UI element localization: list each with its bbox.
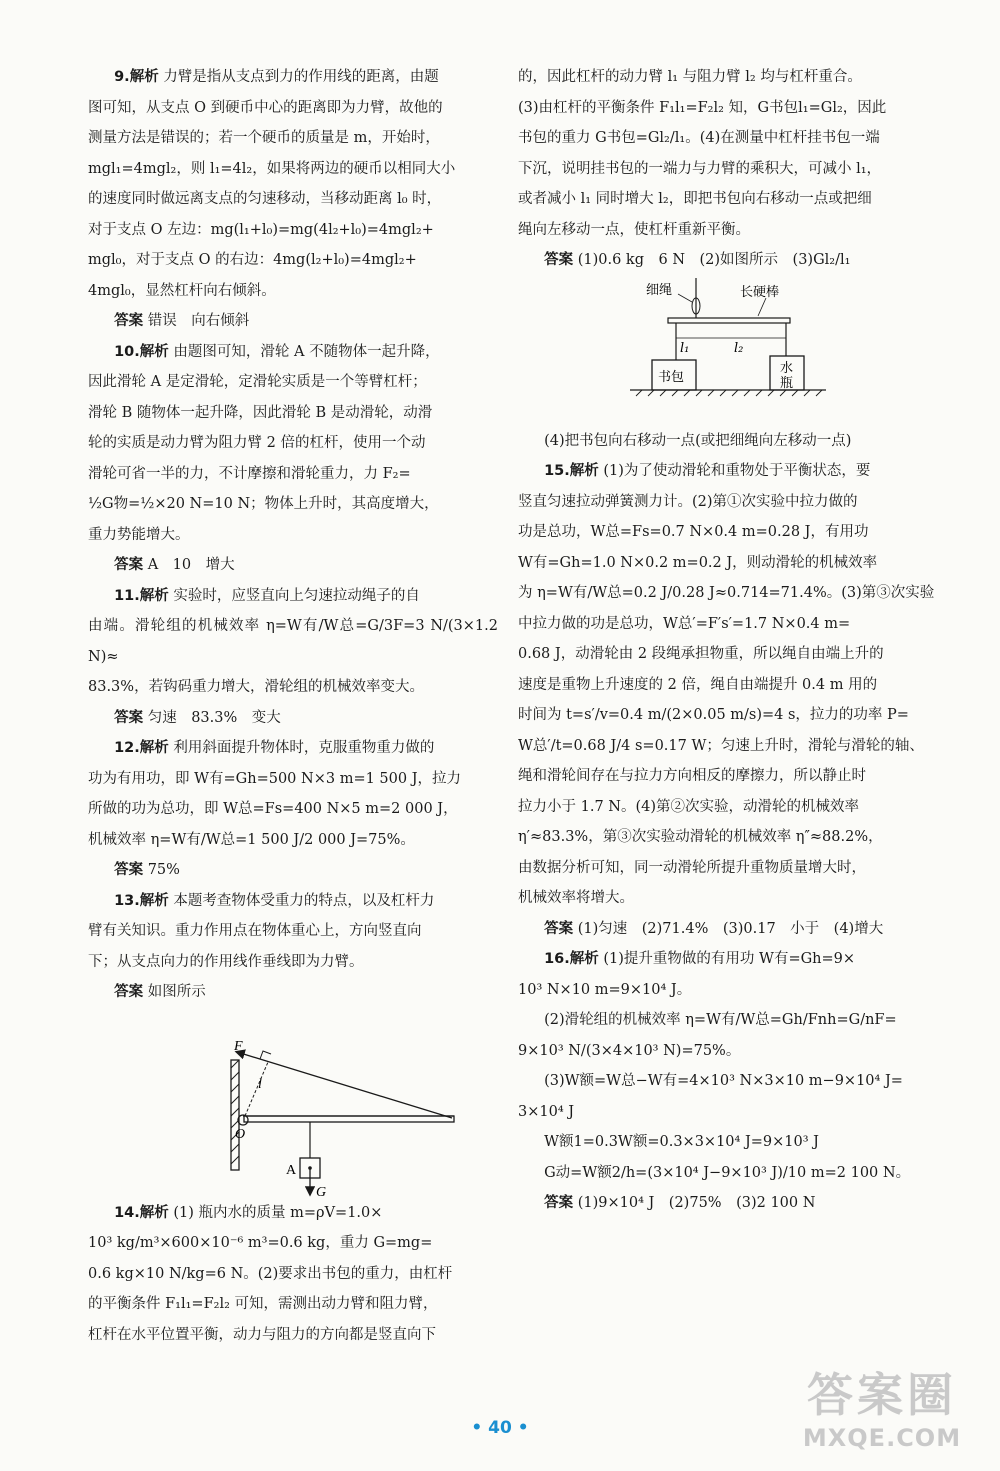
q16-line: 10³ N×10 m=9×10⁴ J。	[518, 981, 692, 998]
watermark-url: MXQE.COM	[802, 1424, 962, 1452]
label-O: O	[235, 1126, 246, 1142]
label-A: A	[286, 1162, 297, 1178]
q14-line: 绳向左移动一点，使杠杆重新平衡。	[518, 221, 750, 238]
q9-line: 测量方法是错误的；若一个硬币的质量是 m，开始时，	[88, 130, 440, 146]
q10-line: 轮的实质是动力臂为阻力臂 2 倍的杠杆，使用一个动	[88, 435, 426, 451]
q9-line: 对于支点 O 左边：mg(l₁+l₀)=mg(4l₂+l₀)=4mgl₂+	[88, 221, 434, 238]
q14-line: 的，因此杠杆的动力臂 l₁ 与阻力臂 l₂ 均与杠杆重合。	[518, 69, 862, 85]
label-l: l	[258, 1076, 262, 1092]
q13-line: 下；从支点向力的作用线作垂线即为力臂。	[88, 953, 364, 970]
label-l2: l₂	[734, 340, 744, 356]
q9-line: mgl₀，对于支点 O 的右边：4mg(l₂+l₀)=4mgl₂+	[88, 252, 417, 268]
q9-line: mgl₁=4mgl₂，则 l₁=4l₂，如果将两边的硬币以相同大小	[88, 160, 456, 177]
force-line-F	[237, 1052, 452, 1118]
q14-answer-4: (4)把书包向右移动一点(或把细绳向左移动一点)	[544, 432, 852, 449]
right-angle-mark	[260, 1051, 271, 1059]
q14-line: 0.6 kg×10 N/kg=6 N。(2)要求出书包的重力，由杠杆	[88, 1265, 453, 1282]
label-l1: l₁	[680, 340, 690, 356]
label-G: G	[316, 1184, 327, 1198]
q15-line: 为 η=W有/W总=0.2 J/0.28 J≈0.714=71.4%。(3)第③次实验	[518, 585, 935, 601]
lever-rod-diagram	[518, 276, 950, 426]
right-column	[518, 62, 950, 1219]
watermark-logo	[782, 1366, 982, 1461]
question-9	[88, 62, 498, 337]
q15-line: 中拉力做的功是总功，W总′=F′s′=1.7 N×0.4 m=	[518, 615, 851, 632]
q16-line: 3×10⁴ J	[518, 1103, 575, 1120]
q13-line: 臂有关知识。重力作用点在物体重心上，方向竖直向	[88, 923, 422, 939]
q15-line: 由数据分析可知，同一动滑轮所提升重物质量增大时，	[518, 859, 866, 876]
q10-line: 滑轮可省一半的力，不计摩擦和滑轮重力，力 F₂=	[88, 465, 411, 482]
q15-line: W总′/t=0.68 J/4 s=0.17 W；匀速上升时，滑轮与滑轮的轴、	[518, 737, 924, 754]
q15-line: 功是总功，W总=Fs=0.7 N×0.4 m=0.28 J，有用功	[518, 524, 869, 540]
q15-line: η′≈83.3%，第③次实验动滑轮的机械效率 η″≈88.2%，	[518, 829, 883, 845]
q13-answer: 答案 如图所示	[114, 984, 206, 1000]
question-15: 15.解析 (1)为了使动滑轮和重物处于平衡状态，要 竖直匀速拉动弹簧测力计。(2)第①次实验中拉力做的 功是总功，W总=Fs=0.7 N×0.4 m=0.28 J，有用功 W有=Gh=1.0 N×0.2 m=0.2 J，则动滑轮的机械效率 为 η=W有/W总=0.2 J/0.28 J≈0.714=71.4%。(3)第③次实验 中拉力做的功是总功，W总′=F′s′=1.7 N×0.4 m= 0.68 J，动滑轮由 2 段绳承担物重，所以绳自由端上升的 速度是重物上升速度的 2 倍，绳自由端提升 0.4 m 用的 时间为 t=s′/v=0.4 m/(2×0.05 m/s)=4 s，拉力的功率 P= W总′/t=0.68 J/4 s=0.17 W；匀速上升时，滑轮与滑轮的轴、 绳和滑轮间存在与拉力方向相反的摩擦力，所以静止时 拉力小于 1.7 N。(4)第②次实验，动滑轮的机械效率 η′≈83.3%，第③次实验动滑轮的机械效率 η″≈88.2%， 由数据分析可知，同一动滑轮所提升重物质量增大时， 机械效率将增大。 答案 (1)匀速 (2)71.4% (3)0.17 小于 (4)增大	[518, 456, 950, 944]
q9-line: 的速度同时做远离支点的匀速移动，当移动距离 l₀ 时，	[88, 191, 442, 207]
q9-line: 力臂是指从支点到力的作用线的距离，由题	[163, 69, 439, 85]
q14-line: 或者减小 l₁ 同时增大 l₂，即把书包向右移动一点或把细	[518, 191, 872, 207]
q10-line: 重力势能增大。	[88, 526, 190, 543]
q15-line: W有=Gh=1.0 N×0.2 m=0.2 J，则动滑轮的机械效率	[518, 554, 878, 571]
watermark-main: 答案圈	[807, 1368, 957, 1422]
label-F: F	[234, 1038, 243, 1054]
q15-answer: 答案 (1)匀速 (2)71.4% (3)0.17 小于 (4)增大	[544, 920, 884, 937]
q15-line: 拉力小于 1.7 N。(4)第②次实验，动滑轮的机械效率	[518, 798, 860, 815]
ground-hatching	[636, 390, 822, 396]
q10-line: 因此滑轮 A 是定滑轮，定滑轮实质是一个等臂杠杆；	[88, 374, 427, 390]
q15-line: 时间为 t=s′/v=0.4 m/(2×0.05 m/s)=4 s，拉力的功率 P=	[518, 707, 909, 723]
q14-line: 10³ kg/m³×600×10⁻⁶ m³=0.6 kg，重力 G=mg=	[88, 1235, 433, 1251]
q15-line: 0.68 J，动滑轮由 2 段绳承担物重，所以绳自由端上升的	[518, 646, 884, 662]
question-11: 11.解析 实验时，应竖直向上匀速拉动绳子的自 由端。滑轮组的机械效率 η=W有/W总=G/3F=3 N/(3×1.2 N)≈ 83.3%，若钩码重力增大，滑轮组的机械效率变大。 答案 匀速 83.3% 变大	[88, 581, 498, 734]
q14-line: 书包的重力 G书包=Gl₂/l₁。(4)在测量中杠杆挂书包一端	[518, 130, 880, 146]
q12-line: 所做的功为总功，即 W总=Fs=400 N×5 m=2 000 J，	[88, 801, 458, 817]
question-13: 13.解析 本题考查物体受重力的特点，以及杠杆力 臂有关知识。重力作用点在物体重心上，方向竖直向 下；从支点向力的作用线作垂线即为力臂。 答案 如图所示 F l O A G	[88, 886, 498, 1198]
q14-line: (3)由杠杆的平衡条件 F₁l₁=F₂l₂ 知，G书包l₁=Gl₂，因此	[518, 99, 887, 116]
q12-line: 功为有用功，即 W有=Gh=500 N×3 m=1 500 J，拉力	[88, 770, 462, 787]
question-14: 14.解析 (1) 瓶内水的质量 m=ρV=1.0× 10³ kg/m³×600×10⁻⁶ m³=0.6 kg，重力 G=mg= 0.6 kg×10 N/kg=6 N。(2)要求出书包的重力，由杠杆 的平衡条件 F₁l₁=F₂l₂ 可知，需测出动力臂和阻力臂， 杠杆在水平位置平衡，动力与阻力的方向都是竖直向下	[88, 1198, 498, 1351]
page-number: • 40 •	[471, 1418, 529, 1438]
q15-line: 竖直匀速拉动弹簧测力计。(2)第①次实验中拉力做的	[518, 493, 858, 510]
label-rod: 长硬棒	[740, 284, 780, 300]
label-bottle-top: 水	[780, 360, 794, 376]
q10-line: 滑轮 B 随物体一起升降，因此滑轮 B 是动滑轮，动滑	[88, 404, 433, 421]
q11-line: 由端。滑轮组的机械效率 η=W有/W总=G/3F=3 N/(3×1.2 N)≈	[88, 618, 498, 665]
hard-rod	[668, 318, 790, 323]
q15-line: 机械效率将增大。	[518, 890, 634, 906]
q15-line: 绳和滑轮间存在与拉力方向相反的摩擦力，所以静止时	[518, 768, 866, 784]
q16-answer: 答案 (1)9×10⁴ J (2)75% (3)2 100 N	[544, 1195, 816, 1211]
q14-line: 杠杆在水平位置平衡，动力与阻力的方向都是竖直向下	[88, 1326, 436, 1343]
label-bottle-bottom: 瓶	[780, 375, 794, 391]
q11-line: 83.3%，若钩码重力增大，滑轮组的机械效率变大。	[88, 679, 425, 695]
q12-line: 机械效率 η=W有/W总=1 500 J/2 000 J=75%。	[88, 831, 415, 848]
question-14-continued	[518, 62, 950, 456]
q9-label: 解析	[129, 69, 159, 85]
q16-line: 9×10³ N/(3×4×10³ N)=75%。	[518, 1042, 741, 1059]
q11-answer: 答案 匀速 83.3% 变大	[114, 709, 281, 726]
lever-force-diagram	[88, 1008, 498, 1198]
q16-line: W额1=0.3W额=0.3×3×10⁴ J=9×10³ J	[544, 1134, 819, 1150]
q10-line: ½G物=½×20 N=10 N；物体上升时，其高度增大，	[88, 496, 439, 512]
lever-rod	[244, 1116, 454, 1122]
q15-line: 速度是重物上升速度的 2 倍，绳自由端提升 0.4 m 用的	[518, 676, 878, 693]
q16-line: (2)滑轮组的机械效率 η=W有/W总=Gh/Fnh=G/nF=	[544, 1012, 897, 1028]
q16-line: (3)W额=W总−W有=4×10³ N×3×10 m−9×10⁴ J=	[544, 1073, 903, 1089]
question-12: 12.解析 利用斜面提升物体时，克服重物重力做的 功为有用功，即 W有=Gh=500 N×3 m=1 500 J，拉力 所做的功为总功，即 W总=Fs=400 N×5 m=2 000 J， 机械效率 η=W有/W总=1 500 J/2 000 J=75%。 答案 75%	[88, 733, 498, 886]
q9-answer: 答案 错误 向右倾斜	[114, 313, 250, 329]
q9-number: 9.	[114, 69, 130, 85]
q14-line: 下沉，说明挂书包的一端力与力臂的乘积大，可减小 l₁，	[518, 160, 882, 177]
question-16: 16.解析 (1)提升重物做的有用功 W有=Gh=9× 10³ N×10 m=9×10⁴ J。 (2)滑轮组的机械效率 η=W有/W总=Gh/Fnh=G/nF= 9×10³ N/(3×4×10³ N)=75%。 (3)W额=W总−W有=4×10³ N×3×10 m−9×10⁴ J= 3×10⁴ J W额1=0.3W额=0.3×3×10⁴ J=9×10³ J G动=W额2/h=(3×10⁴ J−9×10³ J)/10 m=2 100 N。 答案 (1)9×10⁴ J (2)75% (3)2 100 N	[518, 944, 950, 1219]
rod-pointer	[758, 298, 766, 316]
q10-answer: 答案 A 10 增大	[114, 557, 235, 573]
lever-arm-l	[245, 1062, 268, 1116]
q9-line: 4mgl₀，显然杠杆向右倾斜。	[88, 282, 276, 299]
rope-pointer	[678, 294, 692, 302]
wall-hatching	[231, 1060, 239, 1164]
q12-answer: 答案 75%	[114, 862, 180, 878]
label-rope: 细绳	[646, 282, 673, 298]
q16-line: G动=W额2/h=(3×10⁴ J−9×10³ J)/10 m=2 100 N。	[544, 1164, 911, 1181]
q14-line: 的平衡条件 F₁l₁=F₂l₂ 可知，需测出动力臂和阻力臂，	[88, 1296, 438, 1312]
left-column	[88, 62, 498, 1350]
q9-line: 图可知，从支点 O 到硬币中心的距离即为力臂，故他的	[88, 99, 443, 116]
q14-answer: 答案 (1)0.6 kg 6 N (2)如图所示 (3)Gl₂/l₁	[544, 252, 851, 268]
question-10: 10.解析 由题图可知，滑轮 A 不随物体一起升降， 因此滑轮 A 是定滑轮，定滑轮实质是一个等臂杠杆； 滑轮 B 随物体一起升降，因此滑轮 B 是动滑轮，动滑 轮的实质是动力臂为阻力臂 2 倍的杠杆，使用一个动 滑轮可省一半的力，不计摩擦和滑轮重力，力 F₂= ½G物=½×20 N=10 N；物体上升时，其高度增大， 重力势能增大。 答案 A 10 增大	[88, 337, 498, 581]
label-bag: 书包	[658, 369, 685, 385]
